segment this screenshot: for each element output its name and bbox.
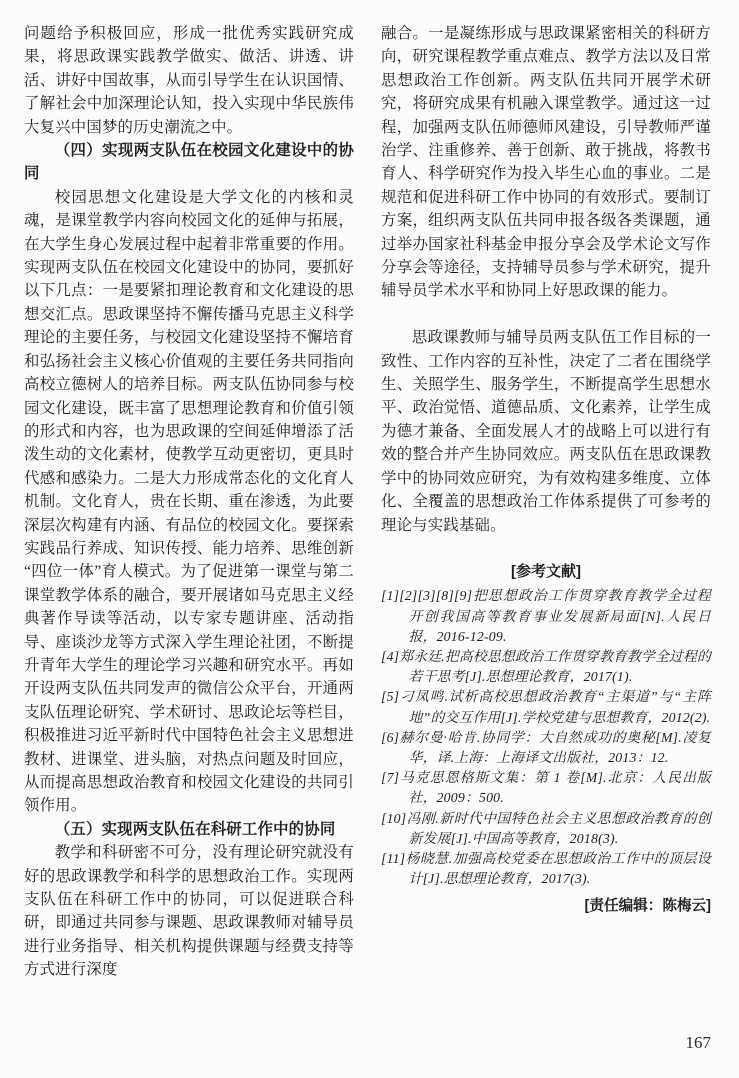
reference-item: [4]郑永廷.把高校思想政治工作贯穿教育教学全过程的若干思考[J].思想理论教育，2017(1). (381, 648, 711, 685)
reference-item: [6]赫尔曼·哈肯.协同学：大自然成功的奥秘[M].凌复华，译.上海：上海译文出版社，2013：12. (381, 729, 711, 765)
reference-item: [1][2][3][8][9]把思想政治工作贯穿教育教学全过程 开创我国高等教育事业发展新局面[N].人民日报，2016-12-09. (381, 588, 725, 644)
editor-note: [责任编辑：陈梅云] (584, 898, 711, 915)
section-heading-4: （四）实现两支队伍在校园文化建设中的协同 (24, 142, 354, 183)
right-column (381, 22, 725, 982)
conclusion-paragraph: 思政课教师与辅导员两支队伍工作目标的一致性、工作内容的互补性，决定了二者在围绕学生、关照学生、服务学生，不断提高学生思想水平、政治觉悟、道德品质、文化素养，让学生成为德才兼备、全面发展人才的战略上可以进行有效的整合并产生协同效应。两支队伍在思政课教学中的协同效应研究，为有效构建多维度、立体化、全覆盖的思想政治工作体系提供了可参考的理论与实践基础。 (381, 329, 711, 534)
reference-item: [10]冯刚.新时代中国特色社会主义思想政治教育的创新发展[J].中国高等教育，2018(3). (381, 810, 711, 846)
section-heading-5: （五）实现两支队伍在科研工作中的协同 (54, 820, 336, 838)
paragraph-continuation: 问题给予积极回应，形成一批优秀实践研究成果，将思政课实践教学做实、做活、讲透、讲活、讲好中国故事，从而引导学生在认识国情、了解社会中加深理论认知，投入实现中华民族伟大复兴中国梦的历史潮流之中。 (24, 25, 354, 136)
references-title: [参考文献] (511, 562, 581, 580)
reference-item: [5]刁凤鸣.试析高校思想政治教育“主渠道”与“主阵地”的交互作用[J].学校党建与思想教育，2012(2). (381, 689, 711, 725)
paragraph-research-continuation: 融合。一是凝练形成与思政课紧密相关的科研方向，研究课程教学重点难点、教学方法以及日常思想政治工作创新。两支队伍共同开展学术研究，将研究成果有机融入课堂教学。通过这一过程，加强两支队伍师德师风建设，引导教师严谨治学、注重修养、善于创新、敢于挑战，将教书育人、科学研究作为投入毕生心血的事业。二是规范和促进科研工作中协同的有效形式。要制订方案，组织两支队伍共同申报各级各类课题，通过举办国家社科基金申报分享会及学术论文写作分享会等途径，支持辅导员参与学术研究，提升辅导员学术水平和协同上好思政课的能力。 (381, 25, 711, 300)
paragraph-campus-culture: 校园思想文化建设是大学文化的内核和灵魂，是课堂教学内容向校园文化的延伸与拓展，在大学生身心发展过程中起着非常重要的作用。实现两支队伍在校园文化建设中的协同，要抓好以下几点：一是要紧扣理论教育和文化建设的思想交汇点。思政课坚持不懈传播马克思主义科学理论的主要任务，与校园文化建设坚持不懈培育和弘扬社会主义核心价值观的主要任务共同指向高校立德树人的培养目标。两支队伍协同参与校园文化建设，既丰富了思想理论教育和价值引领的形式和内容，也为思政课的空间延伸增添了活泼生动的文化素材，使教学互动更密切，更具时代感和感染力。二是大力形成常态化的文化育人机制。文化育人，贵在长期、重在渗透，为此要深层次构建有内涵、有品位的校园文化。要探索实践品行养成、知识传授、能力培养、思维创新“四位一体”育人模式。为了促进第一课堂与第二课堂教学体系的融合，要开展诸如马克思主义经典著作导读等活动，以专家专题讲座、活动指导、座谈沙龙等方式深入学生理论社团，不断提升青年大学生的理论学习兴趣和研究水平。再如开设两支队伍共同发声的微信公众平台，开通两支队伍理论研究、学术研讨、思政论坛等栏目，积极推进习近平新时代中国特色社会主义思想进教材、进课堂、进头脑，对热点问题及时回应，从而提高思想政治教育和校园文化建设的共同引领作用。 (24, 188, 354, 815)
left-column (24, 22, 354, 982)
page-number: 167 (685, 1033, 711, 1052)
reference-item: [11]杨晓慧.加强高校党委在思想政治工作中的顶层设计[J].思想理论教育，2017(3). (381, 850, 711, 887)
paragraph-research-collaboration: 教学和科研密不可分，没有理论研究就没有好的思政课教学和科学的思想政治工作。实现两支队伍在科研工作中的协同，可以促进联合科研，即通过共同参与课题、思政课教师对辅导员进行业务指导、相关机构提供课题与经费支持等方式进行深度 (24, 844, 354, 979)
reference-item: [7]马克思恩格斯文集：第 1 卷[M].北京：人民出版社，2009：500. (381, 770, 711, 806)
references-list (381, 586, 725, 889)
